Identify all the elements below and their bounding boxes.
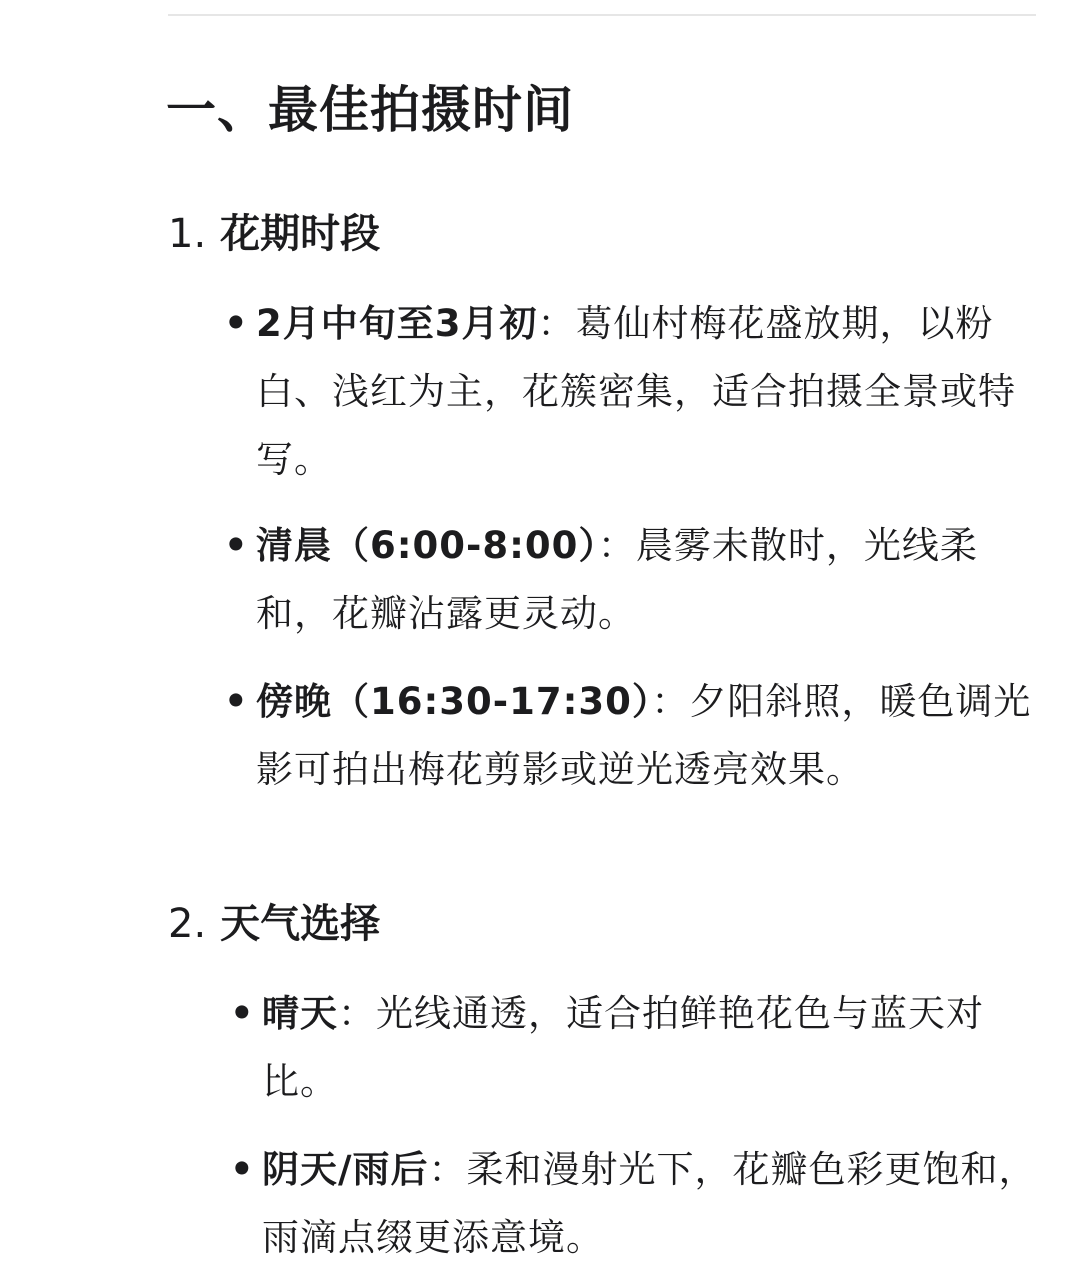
bullet-text: 柔和漫射光下，花瓣色彩更饱和，雨滴点缀更添意境。 bbox=[262, 1148, 1037, 1259]
subsection-title: 天气选择 bbox=[220, 901, 381, 947]
bullet-separator: ： bbox=[428, 1148, 467, 1191]
bullet-paragraph bbox=[262, 980, 1052, 1116]
subsection-heading-1 bbox=[168, 206, 380, 262]
bullet-dot: • bbox=[224, 524, 249, 567]
subsection-title: 花期时段 bbox=[220, 211, 381, 257]
bullet-term: 晴天 bbox=[262, 992, 338, 1035]
bullet-dot: • bbox=[230, 1148, 255, 1191]
bullet-item-early-morning bbox=[224, 512, 1046, 648]
bullet-separator: ： bbox=[537, 302, 576, 345]
subsection-heading-2 bbox=[168, 896, 380, 952]
bullet-text: 晨雾未散时，光线柔和，花瓣沾露更灵动。 bbox=[256, 524, 978, 635]
bullet-dot: • bbox=[224, 302, 249, 345]
bullet-text: 夕阳斜照，暖色调光影可拍出梅花剪影或逆光透亮效果。 bbox=[256, 680, 1032, 791]
bullet-dot: • bbox=[224, 680, 249, 723]
bullet-paragraph bbox=[256, 668, 1046, 804]
bullet-dot: • bbox=[230, 992, 255, 1035]
bullet-item-peak-bloom bbox=[224, 290, 1046, 494]
bullet-text: 光线通透，适合拍鲜艳花色与蓝天对比。 bbox=[262, 992, 984, 1103]
bullet-separator: ： bbox=[651, 680, 690, 723]
subsection-number: 2. bbox=[168, 901, 207, 947]
bullet-item-evening bbox=[224, 668, 1046, 804]
bullet-item-overcast bbox=[230, 1136, 1052, 1262]
bullet-term: 2月中旬至3月初 bbox=[256, 302, 538, 345]
bullet-separator: ： bbox=[338, 992, 376, 1035]
bullet-term: 傍晚（16:30-17:30） bbox=[256, 680, 652, 723]
subsection-number: 1. bbox=[168, 211, 207, 257]
bullet-term: 阴天/雨后 bbox=[262, 1148, 429, 1191]
bullet-separator: ： bbox=[597, 524, 636, 567]
bullet-paragraph bbox=[256, 512, 1046, 648]
bullet-paragraph bbox=[262, 1136, 1052, 1262]
top-divider bbox=[168, 14, 1036, 16]
bullet-text: 葛仙村梅花盛放期，以粉白、浅红为主，花簇密集，适合拍摄全景或特写。 bbox=[256, 302, 1016, 481]
bullet-item-sunny bbox=[230, 980, 1052, 1116]
bullet-paragraph bbox=[256, 290, 1046, 494]
bullet-term: 清晨（6:00-8:00） bbox=[256, 524, 598, 567]
section-title: 一、最佳拍摄时间 bbox=[166, 81, 574, 139]
